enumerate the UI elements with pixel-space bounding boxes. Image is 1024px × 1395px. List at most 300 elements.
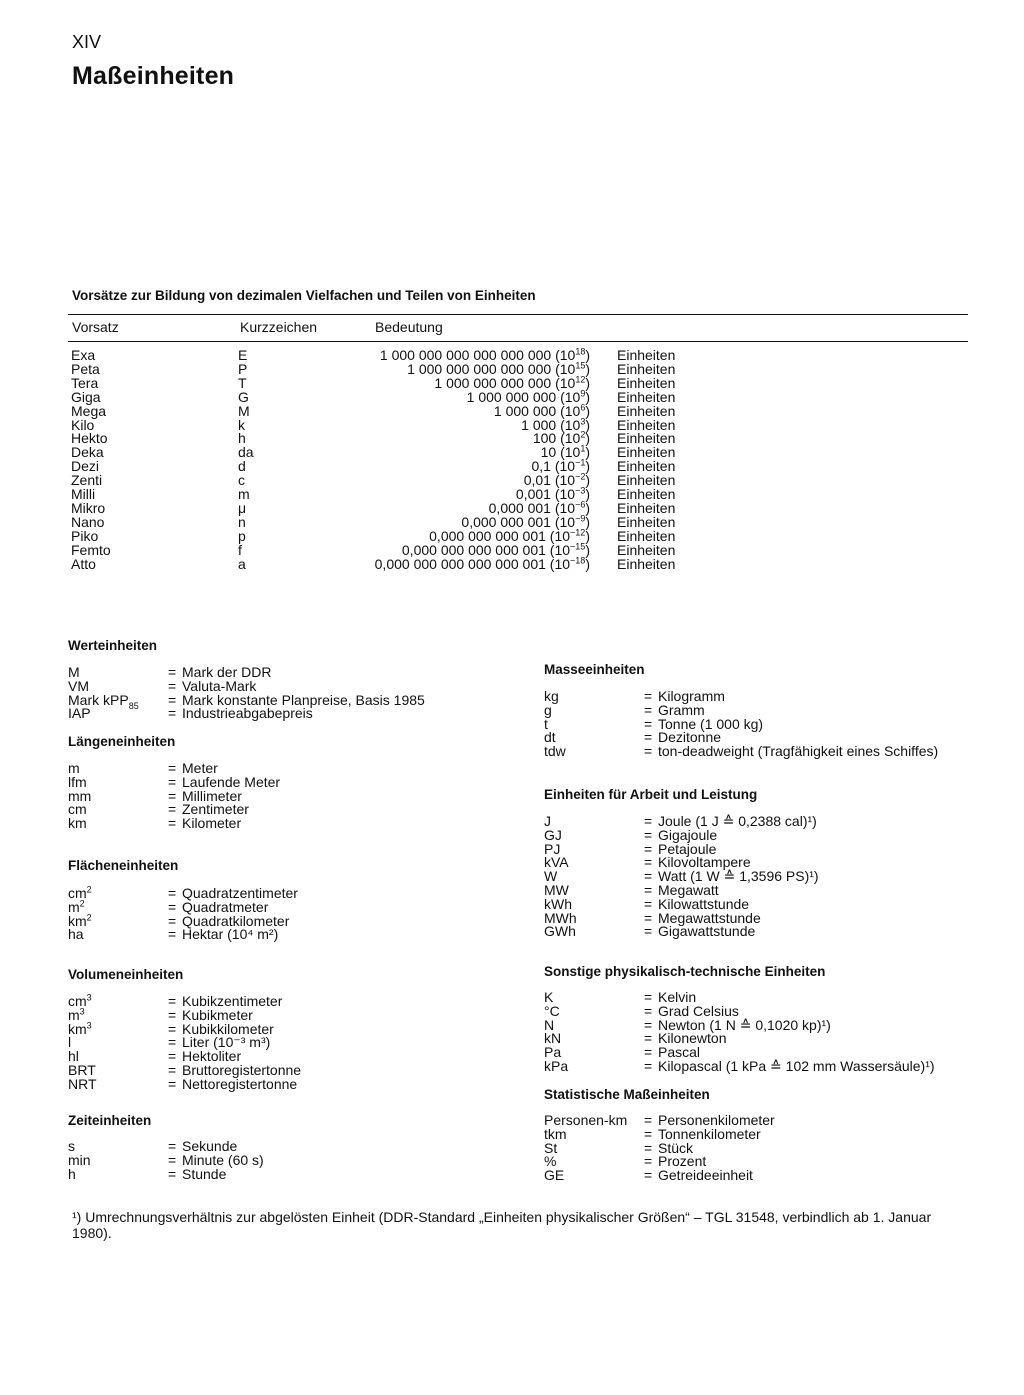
- unit-symbol-text: l: [68, 1034, 72, 1051]
- unit-description: Kubikzentimeter: [182, 993, 283, 1009]
- prefix-power: $(10^2)$: [556, 429, 590, 447]
- unit-row: [544, 911, 1004, 925]
- prefix-value: [429, 529, 590, 543]
- unit-row: [544, 897, 1004, 911]
- unit-row: [68, 665, 528, 679]
- prefix-symbol: da: [238, 444, 254, 461]
- unit-symbol-text: N: [544, 1016, 555, 1033]
- equals-sign: =: [168, 760, 177, 776]
- prefix-symbol: m: [238, 486, 250, 502]
- equals-sign: =: [644, 1016, 653, 1033]
- equals-sign: =: [644, 923, 653, 940]
- equals-sign: =: [168, 691, 177, 708]
- prefix-name: Peta: [71, 360, 100, 377]
- equals-sign: =: [644, 743, 653, 760]
- unit-symbol-text: m: [68, 760, 80, 776]
- unit-symbol-text: g: [544, 701, 552, 718]
- unit-symbol-text: kVA: [544, 854, 569, 871]
- unit-row: [544, 1168, 1004, 1182]
- unit-symbol: [68, 706, 91, 720]
- prefix-unit-word: Einheiten: [617, 430, 676, 447]
- unit-description: Kubikkilometer: [182, 1020, 274, 1037]
- unit-description: Laufende Meter: [182, 773, 281, 790]
- unit-symbol-text: h: [68, 1165, 76, 1182]
- unit-row: [544, 1018, 1004, 1032]
- prefix-power: $(10^{-2})$: [550, 471, 590, 489]
- unit-symbol-text: K: [544, 989, 554, 1005]
- prefix-power: $(10^{-18})$: [545, 554, 590, 572]
- equals-sign: =: [168, 664, 177, 680]
- unit-symbol-text: dt: [544, 729, 556, 746]
- unit-description: Quadratkilometer: [182, 912, 290, 929]
- unit-description: Megawattstunde: [658, 909, 761, 926]
- prefix-row: [0, 415, 1024, 433]
- prefix-name: Kilo: [71, 416, 95, 433]
- unit-row: [68, 1008, 528, 1022]
- column-header-vorsatz: Vorsatz: [72, 319, 119, 335]
- prefix-power: $(10^9)$: [556, 388, 590, 405]
- prefix-name: Mikro: [71, 499, 106, 516]
- prefix-symbol: P: [238, 360, 248, 377]
- unit-description: Hektoliter: [182, 1048, 242, 1065]
- prefix-unit-word: Einheiten: [617, 541, 676, 558]
- prefix-name: Exa: [71, 347, 96, 363]
- unit-row: [68, 1077, 528, 1091]
- equals-sign: =: [168, 773, 177, 790]
- equals-sign: =: [644, 895, 653, 912]
- unit-symbol-text: W: [544, 868, 558, 885]
- equals-sign: =: [644, 1030, 653, 1047]
- prefix-exponent: −9: [575, 513, 586, 524]
- prefix-symbol: h: [238, 430, 246, 447]
- unit-description: Watt (1 W ≙ 1,3596 PS)¹): [658, 868, 819, 885]
- prefix-symbol: c: [238, 472, 245, 489]
- section-heading: Werteinheiten: [68, 638, 158, 653]
- unit-symbol-text: cm: [68, 885, 87, 901]
- prefix-exponent: −2: [575, 471, 586, 482]
- unit-description: Quadratmeter: [182, 898, 269, 915]
- unit-row: [68, 706, 528, 720]
- prefix-row: [0, 487, 1024, 501]
- unit-symbol-text: tkm: [544, 1125, 567, 1142]
- unit-symbol-text: %: [544, 1153, 557, 1170]
- prefix-power: $(10^{-3})$: [550, 485, 590, 502]
- prefix-row: [0, 515, 1024, 529]
- unit-row: [544, 1141, 1004, 1155]
- equals-sign: =: [168, 1006, 177, 1023]
- equals-sign: =: [644, 729, 653, 746]
- equals-sign: =: [168, 1151, 177, 1168]
- unit-symbol-text: GE: [544, 1167, 565, 1184]
- prefix-row: [0, 554, 1024, 572]
- prefix-row: [0, 540, 1024, 558]
- prefix-unit-word: Einheiten: [617, 499, 676, 516]
- equals-sign: =: [644, 840, 653, 857]
- equals-sign: =: [644, 1153, 653, 1170]
- equals-sign: =: [168, 705, 177, 722]
- prefix-value: [407, 362, 590, 376]
- equals-sign: =: [168, 1165, 177, 1182]
- prefix-row: [0, 362, 1024, 376]
- unit-row: [68, 927, 528, 941]
- prefix-value-number: 1 000 000 000: [466, 388, 557, 405]
- equals-sign: =: [644, 1002, 653, 1019]
- prefix-value-number: 0,1: [531, 458, 551, 475]
- page-title: Maßeinheiten: [72, 62, 235, 90]
- unit-description: Gigawattstunde: [658, 923, 756, 940]
- column-header-kurzzeichen: Kurzzeichen: [240, 319, 318, 335]
- prefix-exponent: −3: [575, 485, 586, 496]
- equals-sign: =: [644, 1139, 653, 1156]
- section-heading: Masseeinheiten: [544, 662, 645, 677]
- prefix-value: [434, 376, 590, 390]
- unit-description: Meter: [182, 760, 218, 776]
- equals-sign: =: [168, 1075, 177, 1092]
- prefix-symbol: f: [238, 541, 242, 558]
- unit-symbol-subscript: 85: [128, 700, 139, 711]
- prefix-value-number: 0,001: [515, 486, 551, 502]
- unit-description: Tonnenkilometer: [658, 1125, 761, 1142]
- unit-row: [68, 816, 528, 830]
- prefix-value: [401, 540, 590, 558]
- prefix-value-number: 1 000: [521, 416, 557, 433]
- prefix-value: [374, 554, 590, 572]
- unit-description: Kilometer: [182, 815, 242, 832]
- prefix-power: $(10^3)$: [556, 415, 590, 433]
- unit-symbol-text: km: [68, 815, 87, 832]
- prefix-row: [0, 459, 1024, 473]
- unit-symbol-text: m: [68, 1006, 80, 1023]
- unit-row: [68, 1153, 528, 1167]
- equals-sign: =: [644, 826, 653, 843]
- unit-description: Grad Celsius: [658, 1002, 739, 1019]
- column-header-bedeutung: Bedeutung: [375, 319, 443, 335]
- prefix-power: $(10^{18})$: [551, 346, 590, 363]
- unit-symbol-superscript: 2: [79, 898, 85, 909]
- prefix-row: [0, 529, 1024, 543]
- unit-row: [68, 802, 528, 816]
- unit-description: Quadratzentimeter: [182, 885, 298, 901]
- unit-row: [68, 679, 528, 693]
- unit-symbol-superscript: 3: [86, 1019, 92, 1030]
- prefix-value-number: 0,000 000 000 001: [429, 527, 546, 544]
- prefix-value: [380, 348, 590, 362]
- unit-description: Kilowattstunde: [658, 895, 750, 912]
- prefix-symbol: G: [238, 388, 249, 405]
- unit-description: Personenkilometer: [658, 1112, 775, 1128]
- unit-row: [68, 1035, 528, 1049]
- unit-symbol: [68, 1167, 76, 1181]
- prefix-exponent: −18: [570, 554, 586, 565]
- prefix-name: Milli: [71, 486, 96, 502]
- unit-description: Kilopascal (1 kPa ≙ 102 mm Wassersäule)¹): [658, 1058, 935, 1074]
- unit-symbol-text: BRT: [68, 1062, 96, 1078]
- unit-symbol-text: lfm: [68, 773, 87, 790]
- unit-symbol-text: t: [544, 715, 548, 732]
- prefix-symbol: M: [238, 402, 250, 419]
- unit-symbol-superscript: 3: [79, 1006, 85, 1017]
- unit-symbol-text: GJ: [544, 826, 562, 843]
- unit-symbol-text: kg: [544, 688, 559, 704]
- unit-symbol-text: m: [68, 898, 80, 915]
- unit-row: [544, 703, 1004, 717]
- prefix-power: $(10^{15})$: [551, 360, 590, 377]
- prefix-exponent: 1: [580, 443, 586, 454]
- equals-sign: =: [644, 868, 653, 885]
- prefix-value-number: 0,000 000 000 000 000 001: [374, 555, 546, 572]
- equals-sign: =: [168, 815, 177, 832]
- unit-description: Joule (1 J ≙ 0,2388 cal)¹): [658, 813, 817, 829]
- prefix-exponent: −1: [575, 457, 586, 468]
- unit-description: Getreideeinheit: [658, 1167, 753, 1184]
- prefix-name: Nano: [71, 513, 105, 530]
- unit-symbol-superscript: 3: [86, 992, 92, 1003]
- prefix-exponent: 12: [575, 374, 586, 385]
- unit-symbol-text: NRT: [68, 1075, 97, 1092]
- unit-symbol: [544, 924, 576, 938]
- equals-sign: =: [168, 926, 177, 943]
- unit-symbol-text: M: [68, 664, 80, 680]
- equals-sign: =: [168, 885, 177, 901]
- unit-symbol-text: Mark kPP: [68, 691, 129, 708]
- prefix-unit-word: Einheiten: [617, 513, 676, 530]
- prefix-symbol: T: [238, 374, 247, 391]
- unit-description: Mark der DDR: [182, 664, 272, 680]
- unit-symbol-text: Pa: [544, 1044, 562, 1061]
- equals-sign: =: [644, 715, 653, 732]
- unit-symbol-text: mm: [68, 787, 92, 804]
- unit-symbol-text: kN: [544, 1030, 562, 1047]
- prefix-value-number: 1 000 000 000 000 000 000: [379, 347, 552, 363]
- prefix-value-number: 0,000 000 000 000 001: [401, 541, 546, 558]
- table-top-rule: [68, 314, 968, 315]
- prefix-symbol: μ: [238, 499, 247, 516]
- equals-sign: =: [168, 993, 177, 1009]
- unit-description: Petajoule: [658, 840, 717, 857]
- unit-symbol-text: PJ: [544, 840, 561, 857]
- equals-sign: =: [168, 1138, 177, 1154]
- unit-description: Nettoregistertonne: [182, 1075, 298, 1092]
- unit-row: [68, 775, 528, 789]
- prefix-symbol: a: [238, 555, 246, 572]
- unit-row: [544, 990, 1004, 1004]
- unit-symbol-text: Personen-km: [544, 1112, 628, 1128]
- prefix-name: Dezi: [71, 458, 100, 475]
- unit-row: [544, 1004, 1004, 1018]
- equals-sign: =: [168, 912, 177, 929]
- unit-description: Bruttoregistertonne: [182, 1062, 302, 1078]
- prefix-exponent: 2: [580, 429, 586, 440]
- unit-symbol: [68, 1019, 92, 1037]
- unit-row: [68, 1167, 528, 1181]
- equals-sign: =: [644, 1058, 653, 1074]
- prefix-value-number: 0,000 001: [488, 499, 551, 516]
- unit-description: Liter (10⁻³ m³): [182, 1034, 271, 1051]
- equals-sign: =: [644, 813, 653, 829]
- unit-symbol-superscript: 2: [86, 911, 92, 922]
- prefix-value-number: 0,000 000 001: [461, 513, 551, 530]
- section-heading: Längeneinheiten: [68, 734, 176, 749]
- unit-row: [68, 761, 528, 775]
- equals-sign: =: [168, 1034, 177, 1051]
- prefix-row: [0, 445, 1024, 459]
- prefix-exponent: −6: [575, 499, 586, 510]
- prefix-name: Hekto: [71, 430, 108, 447]
- section-heading: Volumeneinheiten: [68, 967, 184, 982]
- unit-row: [544, 842, 1004, 856]
- unit-description: Megawatt: [658, 882, 719, 898]
- unit-symbol-text: MW: [544, 882, 569, 898]
- unit-symbol: [544, 1059, 568, 1073]
- unit-row: [544, 1031, 1004, 1045]
- prefix-name: Giga: [71, 388, 101, 405]
- prefix-power: $(10^{-1})$: [550, 457, 590, 475]
- unit-row: [544, 717, 1004, 731]
- prefix-power: $(10^6)$: [556, 401, 590, 419]
- section-heading: Statistische Maßeinheiten: [544, 1087, 710, 1102]
- footnote: ¹) Umrechnungsverhältnis zur abgelösten Einheit (DDR-Standard „Einheiten physikalischer Größen“ – TGL 31548, verbindlich ab 1. Januar 1980).: [72, 1209, 932, 1241]
- unit-description: Kilovoltampere: [658, 854, 751, 871]
- prefix-row: [0, 473, 1024, 487]
- prefix-exponent: 9: [580, 388, 586, 399]
- prefix-value-number: 1 000 000: [493, 402, 557, 419]
- prefix-name: Piko: [71, 527, 99, 544]
- prefix-symbol: E: [238, 347, 248, 363]
- prefix-exponent: 6: [580, 401, 586, 412]
- equals-sign: =: [168, 898, 177, 915]
- prefix-unit-word: Einheiten: [617, 472, 676, 489]
- prefix-unit-word: Einheiten: [617, 555, 676, 572]
- unit-symbol-text: km: [68, 912, 87, 929]
- prefix-unit-word: Einheiten: [617, 458, 676, 475]
- prefix-value: [493, 401, 590, 419]
- unit-description: Hektar (10⁴ m²): [182, 926, 279, 943]
- prefix-name: Zenti: [71, 472, 103, 489]
- unit-row: [544, 1127, 1004, 1141]
- unit-symbol-text: kWh: [544, 895, 572, 912]
- unit-description: Zentimeter: [182, 801, 249, 818]
- unit-symbol-text: °C: [544, 1002, 560, 1019]
- prefix-symbol: p: [238, 527, 246, 544]
- prefix-unit-word: Einheiten: [617, 347, 676, 363]
- prefix-unit-word: Einheiten: [617, 444, 676, 461]
- prefix-value-number: 100: [532, 430, 557, 447]
- prefix-unit-word: Einheiten: [617, 416, 676, 433]
- unit-row: [544, 689, 1004, 703]
- page-number: XIV: [72, 32, 102, 52]
- prefix-unit-word: Einheiten: [617, 360, 676, 377]
- prefix-row: [0, 431, 1024, 445]
- equals-sign: =: [644, 989, 653, 1005]
- unit-description: Sekunde: [182, 1138, 238, 1154]
- prefix-name: Atto: [71, 555, 96, 572]
- unit-description: Newton (1 N ≙ 0,1020 kp)¹): [658, 1016, 831, 1033]
- unit-symbol: [68, 927, 84, 941]
- unit-symbol-text: km: [68, 1020, 87, 1037]
- prefix-row: [0, 390, 1024, 404]
- prefix-value-number: 1 000 000 000 000: [434, 374, 552, 391]
- equals-sign: =: [644, 1167, 653, 1184]
- unit-symbol: [68, 816, 87, 830]
- prefix-unit-word: Einheiten: [617, 374, 676, 391]
- prefix-value-number: 10: [540, 444, 557, 461]
- prefix-exponent: −15: [570, 540, 586, 551]
- prefix-exponent: 3: [580, 415, 586, 426]
- section-heading: Sonstige physikalisch-technische Einheiten: [544, 964, 826, 979]
- prefix-name: Deka: [71, 444, 104, 461]
- prefix-value: [467, 390, 590, 404]
- prefix-name: Femto: [71, 541, 111, 558]
- unit-description: Valuta-Mark: [182, 677, 257, 694]
- unit-symbol-text: kPa: [544, 1058, 569, 1074]
- unit-symbol-superscript: 2: [86, 884, 92, 895]
- unit-description: Kilogramm: [658, 688, 725, 704]
- equals-sign: =: [168, 1048, 177, 1065]
- unit-row: [68, 1019, 528, 1037]
- unit-symbol-text: hl: [68, 1048, 79, 1065]
- unit-row: [544, 883, 1004, 897]
- equals-sign: =: [644, 701, 653, 718]
- unit-description: Gramm: [658, 701, 705, 718]
- unit-symbol-text: cm: [68, 801, 87, 818]
- prefix-exponent: 18: [575, 346, 586, 357]
- prefix-power: $(10^1)$: [556, 443, 590, 461]
- unit-symbol-text: min: [68, 1151, 91, 1168]
- unit-description: Mark konstante Planpreise, Basis 1985: [182, 691, 425, 708]
- unit-description: Minute (60 s): [182, 1151, 264, 1168]
- unit-row: [544, 869, 1004, 883]
- equals-sign: =: [644, 909, 653, 926]
- unit-row: [68, 1063, 528, 1077]
- unit-row: [68, 1139, 528, 1153]
- unit-row: [544, 814, 1004, 828]
- unit-description: Dezitonne: [658, 729, 722, 746]
- prefix-row: [0, 501, 1024, 515]
- unit-description: Kubikmeter: [182, 1006, 253, 1023]
- prefix-symbol: n: [238, 513, 246, 530]
- equals-sign: =: [644, 1112, 653, 1128]
- prefix-power: $(10^{12})$: [551, 374, 590, 391]
- unit-row: [68, 911, 528, 929]
- prefix-power: $(10^{-15})$: [545, 540, 590, 558]
- equals-sign: =: [168, 787, 177, 804]
- unit-row: [544, 1059, 1004, 1073]
- unit-description: Kilonewton: [658, 1030, 727, 1047]
- unit-symbol: [68, 1077, 97, 1091]
- unit-row: [68, 886, 528, 900]
- equals-sign: =: [168, 677, 177, 694]
- unit-description: Prozent: [658, 1153, 707, 1170]
- unit-symbol: [544, 744, 566, 758]
- section-heading: Einheiten für Arbeit und Leistung: [544, 787, 758, 802]
- equals-sign: =: [168, 1062, 177, 1078]
- unit-symbol-text: s: [68, 1138, 75, 1154]
- section-heading: Flächeneinheiten: [68, 858, 179, 873]
- prefix-unit-word: Einheiten: [617, 486, 676, 502]
- prefix-unit-word: Einheiten: [617, 388, 676, 405]
- prefix-power: $(10^{-9})$: [550, 513, 590, 530]
- unit-row: [544, 1113, 1004, 1127]
- equals-sign: =: [168, 1020, 177, 1037]
- prefix-power: $(10^{-6})$: [550, 499, 590, 516]
- prefix-table-heading: Vorsätze zur Bildung von dezimalen Vielfachen und Teilen von Einheiten: [72, 288, 536, 303]
- prefix-symbol: d: [238, 458, 246, 475]
- unit-symbol-text: ha: [68, 926, 84, 943]
- table-header-rule: [68, 341, 968, 342]
- unit-row: [544, 828, 1004, 842]
- prefix-row: [0, 348, 1024, 362]
- prefix-row: [0, 376, 1024, 390]
